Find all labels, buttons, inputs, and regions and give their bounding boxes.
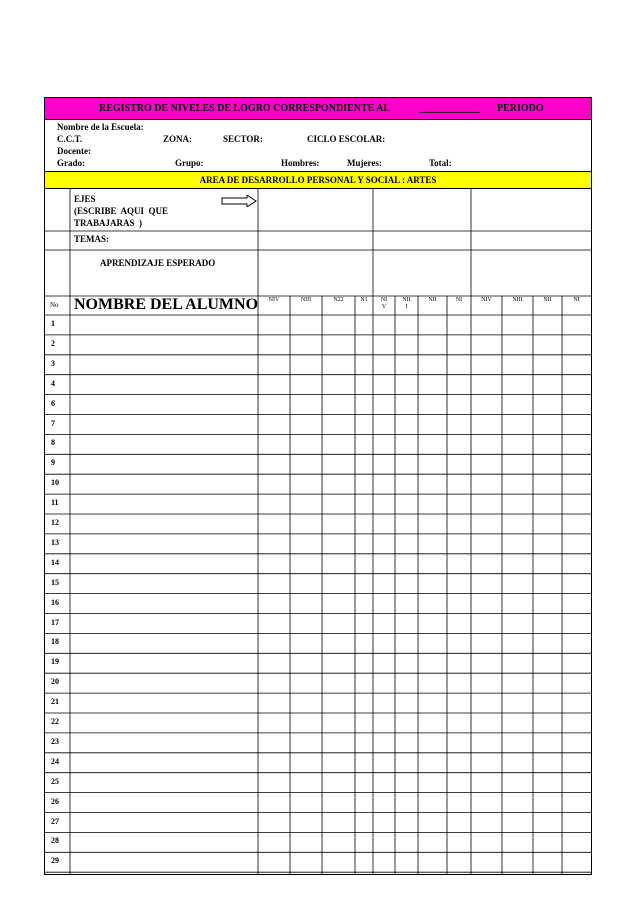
ciclo-escolar-label: CICLO ESCOLAR: [307,134,386,144]
row-number: 20 [51,677,59,687]
row-number: 28 [51,836,59,846]
level-column-header: N22 [333,297,344,303]
period-blank: _______________ [419,103,479,114]
row-number: 13 [51,537,59,547]
row-number: 26 [51,796,59,806]
grado-label: Grado: [57,158,85,168]
row-number: 17 [51,617,59,627]
row-number: 24 [51,756,59,766]
row-number: 22 [51,717,59,726]
ejes-label: EJES (ESCRIBE AQUI QUE TRABAJARAS ) [74,194,169,228]
row-number: 1 [51,319,55,328]
row-number: 10 [51,478,59,488]
row-number: 4 [51,378,55,388]
row-number: 14 [51,557,59,567]
level-column-header: NI V [380,297,388,310]
level-column-header: NIV [268,297,280,303]
period-label: PERIODO [497,103,544,114]
row-number: 23 [51,736,59,746]
total-label: Total: [429,158,452,168]
row-number: 27 [51,816,59,826]
row-number: 15 [51,577,59,587]
mujeres-label: Mujeres: [347,158,382,168]
row-number: 6 [51,398,55,408]
level-column-header: NIV [481,297,492,303]
level-column-header: NII [543,297,552,303]
row-number: 18 [51,637,59,647]
registro-title: REGISTRO DE NIVELES DE LOGRO CORRESPONDIENTE AL [99,103,391,114]
no-column-header: No [50,301,59,309]
area-band: AREA DE DESARROLLO PERSONAL Y SOCIAL : ARTES [45,171,591,189]
level-column-header: NII [428,297,437,303]
cct-label: C.C.T. [57,134,83,144]
registro-sheet [44,97,592,875]
row-number: 25 [51,776,59,786]
school-name-label: Nombre de la Escuela: [57,122,144,132]
zona-label: ZONA: [163,134,192,144]
row-number: 11 [51,498,59,508]
grupo-label: Grupo: [175,158,204,168]
level-column-header: NIII [300,297,312,303]
nombre-alumno-header: NOMBRE DEL ALUMNO [74,296,259,313]
sector-label: SECTOR: [223,134,263,144]
row-number: 8 [51,438,55,448]
row-number: 21 [51,697,59,707]
row-number: 3 [51,358,55,368]
temas-label: TEMAS: [74,234,110,244]
row-number: 19 [51,657,59,667]
aprendizaje-esperado-label: APRENDIZAJE ESPERADO [100,258,216,268]
hombres-label: Hombres: [281,158,320,168]
row-number: 9 [51,458,55,468]
row-number: 2 [51,338,55,348]
row-number: 7 [51,418,55,428]
level-column-header: NII I [402,297,411,310]
level-column-header: NI [455,297,463,303]
row-number: 16 [51,597,59,607]
docente-label: Docente: [57,146,91,156]
row-number: 12 [51,518,59,527]
level-column-header: NI [573,297,580,303]
arrow-right-icon [221,195,257,207]
row-number: 29 [51,856,59,866]
level-column-header: NIII [512,297,523,303]
level-column-header: N1 [360,297,368,303]
